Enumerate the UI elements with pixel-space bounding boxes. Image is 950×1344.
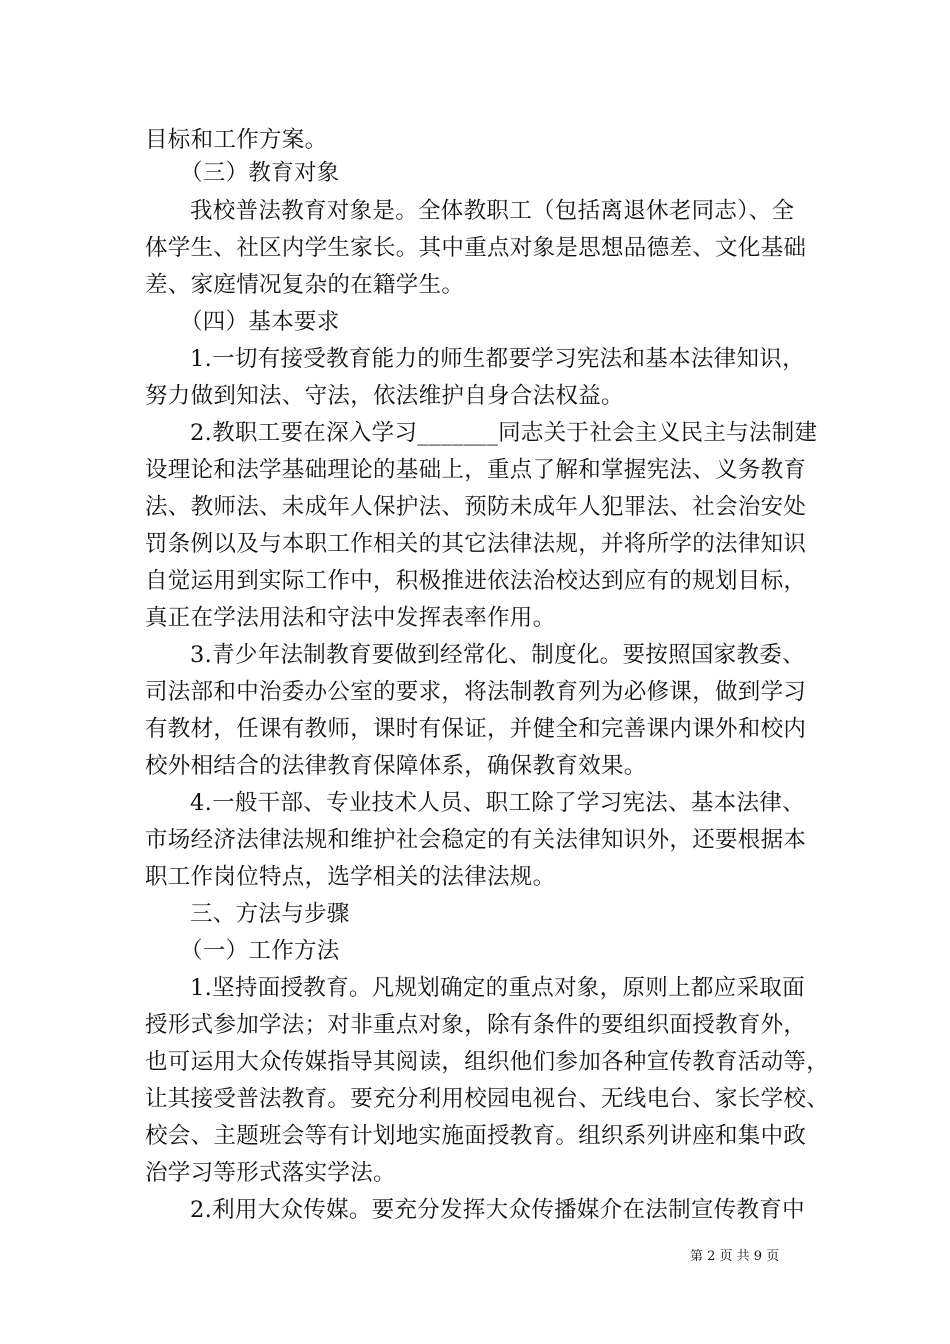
section-heading: （三）教育对象 bbox=[180, 160, 340, 186]
section-heading: （一）工作方法 bbox=[180, 938, 340, 964]
text-line: 有教材，任课有教师，课时有保证，并健全和完善课内课外和校内 bbox=[145, 716, 807, 742]
text-line: 授形式参加学法；对非重点对象，除有条件的要组织面授教育外， bbox=[145, 1012, 807, 1038]
text-line: 真正在学法用法和守法中发挥表率作用。 bbox=[145, 605, 556, 631]
text-line: 差、家庭情况复杂的在籍学生。 bbox=[145, 272, 465, 298]
text-line: 我校普法教育对象是。全体教职工（包括离退休老同志）、全 bbox=[190, 198, 795, 224]
text-line: 设理论和法学基础理论的基础上，重点了解和掌握宪法、义务教育 bbox=[145, 457, 807, 483]
text-line: 2.教职工要在深入学习_______同志关于社会主义民主与法制建 bbox=[190, 420, 818, 446]
text-line: 市场经济法律法规和维护社会稳定的有关法律知识外，还要根据本 bbox=[145, 827, 807, 853]
text-line: 法、教师法、未成年人保护法、预防未成年人犯罪法、社会治安处 bbox=[145, 494, 807, 520]
text-line: 校外相结合的法律教育保障体系，确保教育效果。 bbox=[145, 753, 647, 779]
text-line: 治学习等形式落实学法。 bbox=[145, 1160, 396, 1186]
text-line: 司法部和中治委办公室的要求，将法制教育列为必修课，做到学习 bbox=[145, 679, 807, 705]
text-line: 职工作岗位特点，选学相关的法律法规。 bbox=[145, 864, 556, 890]
section-heading: （四）基本要求 bbox=[180, 309, 340, 335]
text-line: 体学生、社区内学生家长。其中重点对象是思想品德差、文化基础 bbox=[145, 235, 807, 261]
text-line: 自觉运用到实际工作中，积极推进依法治校达到应有的规划目标， bbox=[145, 568, 807, 594]
text-line: 1.坚持面授教育。凡规划确定的重点对象，原则上都应采取面 bbox=[190, 975, 805, 1001]
text-line: 3.青少年法制教育要做到经常化、制度化。要按照国家教委、 bbox=[190, 642, 805, 668]
text-line: 也可运用大众传媒指导其阅读，组织他们参加各种宣传教育活动等， bbox=[145, 1049, 830, 1075]
text-line: 1.一切有接受教育能力的师生都要学习宪法和基本法律知识， bbox=[190, 346, 805, 372]
section-heading: 三、方法与步骤 bbox=[190, 901, 350, 927]
text-line: 罚条例以及与本职工作相关的其它法律法规，并将所学的法律知识 bbox=[145, 531, 807, 557]
text-line: 校会、主题班会等有计划地实施面授教育。组织系列讲座和集中政 bbox=[145, 1123, 807, 1149]
text-line: 努力做到知法、守法，依法维护自身合法权益。 bbox=[145, 383, 624, 409]
text-line: 让其接受普法教育。要充分利用校园电视台、无线电台、家长学校、 bbox=[145, 1086, 830, 1112]
text-line: 2.利用大众传媒。要充分发挥大众传播媒介在法制宣传教育中 bbox=[190, 1197, 805, 1223]
page-number-footer: 第 2 页 共 9 页 bbox=[690, 1249, 780, 1264]
text-line: 目标和工作方案。 bbox=[145, 127, 328, 153]
text-line: 4.一般干部、专业技术人员、职工除了学习宪法、基本法律、 bbox=[190, 790, 805, 816]
